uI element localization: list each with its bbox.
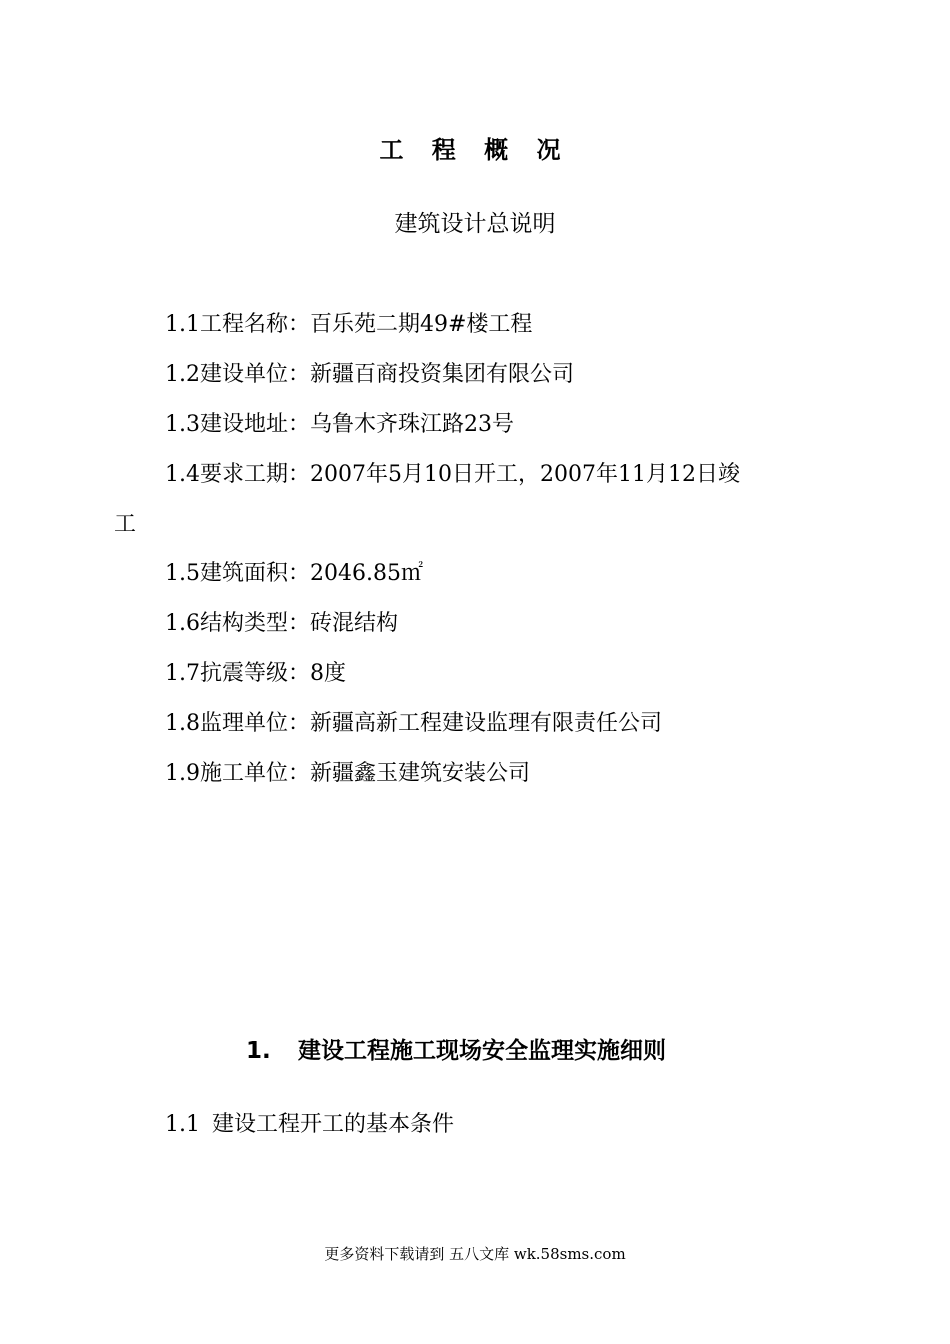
item-supervisor: 1.8监理单位：新疆高新工程建设监理有限责任公司 — [165, 711, 662, 736]
document-title: 工 程 概 况 — [379, 136, 571, 164]
item-schedule: 1.4要求工期：2007年5月10日开工，2007年11月12日竣 — [165, 462, 740, 487]
subsection-heading — [165, 1107, 454, 1143]
item-address: 1.3建设地址：乌鲁木齐珠江路23号 — [165, 412, 514, 437]
item-contractor: 1.9施工单位：新疆鑫玉建筑安装公司 — [165, 761, 530, 786]
item-schedule-continued: 工 — [114, 512, 137, 537]
section-title: 建设工程施工现场安全监理实施细则 — [298, 1038, 666, 1064]
footer-note: 更多资料下载请到 五八文库 wk.58sms.com — [324, 1245, 626, 1263]
section-heading — [246, 1033, 666, 1069]
item-seismic-grade: 1.7抗震等级：8度 — [165, 661, 346, 686]
item-structure-type: 1.6结构类型：砖混结构 — [165, 611, 398, 636]
document-subtitle: 建筑设计总说明 — [394, 211, 556, 237]
item-builder: 1.2建设单位：新疆百商投资集团有限公司 — [165, 362, 574, 387]
subsection-number: 1.1 — [165, 1112, 200, 1137]
item-project-name: 1.1工程名称：百乐苑二期49#楼工程 — [165, 312, 533, 337]
section-number: 1. — [246, 1038, 271, 1064]
subsection-title: 建设工程开工的基本条件 — [212, 1112, 455, 1137]
item-building-area: 1.5建筑面积：2046.85㎡ — [165, 561, 423, 586]
